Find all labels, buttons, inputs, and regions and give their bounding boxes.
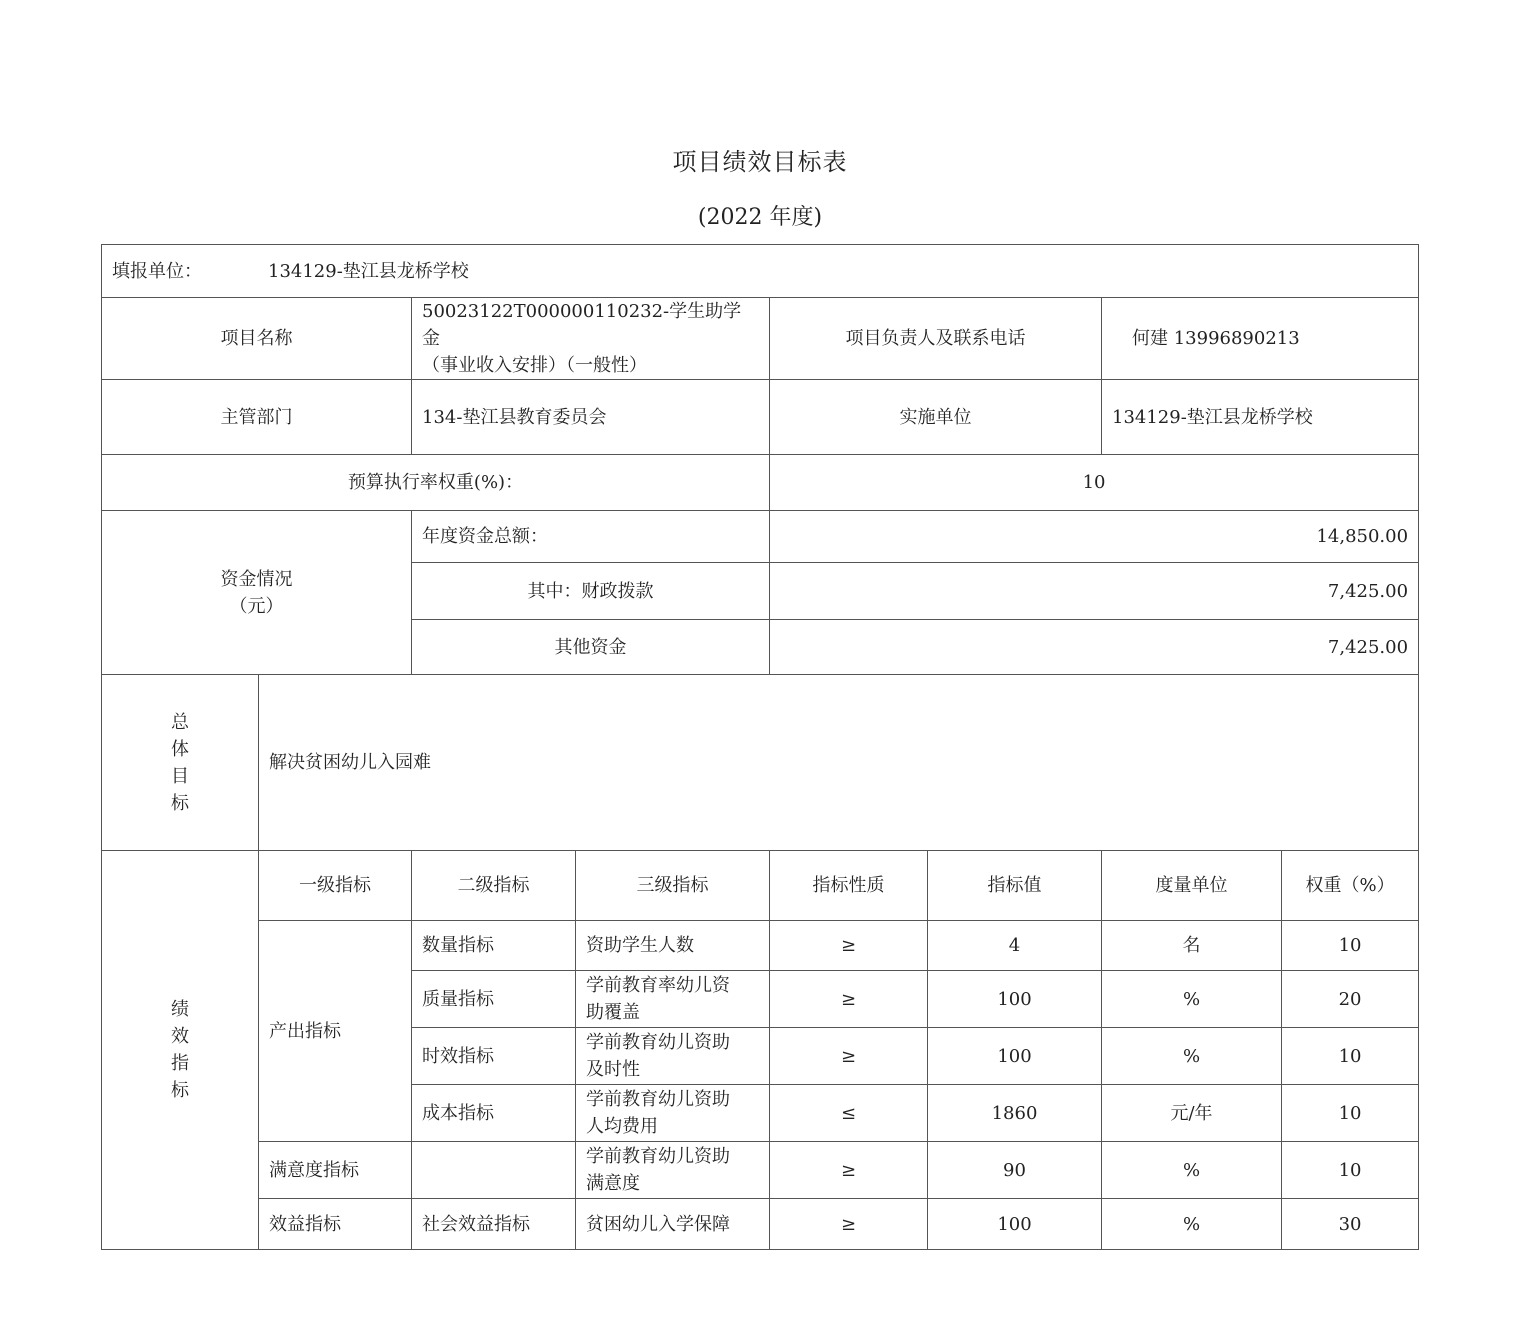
overall-goal-label: [102, 675, 259, 851]
overall-goal-char: 总: [171, 711, 189, 733]
indicators-char: 效: [171, 1026, 189, 1047]
header-level2: 二级指标: [412, 851, 576, 921]
fiscal-allocation-value: 7,425.00: [770, 563, 1419, 620]
project-name-line2: （事业收入安排）（一般性）: [422, 355, 647, 376]
level2-cell: 质量指标: [412, 971, 576, 1028]
weight-cell: 20: [1282, 971, 1419, 1028]
nature-cell: ≥: [770, 921, 928, 971]
indicators-char: 绩: [171, 999, 189, 1020]
level3-cell: [576, 921, 770, 971]
header-weight: 权重（%）: [1282, 851, 1419, 921]
nature-cell: ≥: [770, 1199, 928, 1250]
unit-cell: 名: [1102, 921, 1282, 971]
page-subtitle-year: (2022 年度): [697, 205, 823, 230]
indicators-char: 指: [171, 1053, 189, 1074]
other-funds-value: 7,425.00: [770, 620, 1419, 675]
reporting-unit-label: 填报单位：: [112, 260, 202, 282]
performance-goal-table: [101, 244, 1419, 1250]
weight-cell: 10: [1282, 1028, 1419, 1085]
value-cell: 100: [928, 1028, 1102, 1085]
unit-cell: %: [1102, 1199, 1282, 1250]
level3-line: 人均费用: [586, 1116, 658, 1137]
weight-cell: 10: [1282, 1085, 1419, 1142]
funds-label-line1: 资金情况: [220, 568, 293, 590]
page-title: 项目绩效目标表: [672, 148, 848, 176]
level3-cell: [576, 971, 770, 1028]
level3-cell: [576, 1085, 770, 1142]
header-level1: 一级指标: [259, 851, 412, 921]
level2-cell: 数量指标: [412, 921, 576, 971]
nature-cell: ≥: [770, 1142, 928, 1199]
weight-cell: 30: [1282, 1199, 1419, 1250]
level3-cell: [576, 1199, 770, 1250]
unit-cell: %: [1102, 971, 1282, 1028]
funds-label: [102, 511, 412, 675]
department-label: 主管部门: [102, 380, 412, 455]
nature-cell: ≤: [770, 1085, 928, 1142]
table-row: [102, 1199, 1419, 1250]
value-cell: 100: [928, 1199, 1102, 1250]
level3-cell: [576, 1142, 770, 1199]
level3-line: 满意度: [586, 1173, 640, 1194]
implementing-unit-value: 134129-垫江县龙桥学校: [1102, 380, 1419, 455]
header-nature: 指标性质: [770, 851, 928, 921]
level2-cell: [412, 1142, 576, 1199]
project-name-label: 项目名称: [102, 298, 412, 380]
header-value: 指标值: [928, 851, 1102, 921]
nature-cell: ≥: [770, 971, 928, 1028]
value-cell: 100: [928, 971, 1102, 1028]
overall-goal-char: 标: [171, 792, 189, 814]
implementing-unit-label: 实施单位: [770, 380, 1102, 455]
header-level3: 三级指标: [576, 851, 770, 921]
project-name-value: [412, 298, 770, 380]
indicators-char: 标: [171, 1080, 189, 1101]
level2-cell: 时效指标: [412, 1028, 576, 1085]
contact-value: 何建 13996890213: [1102, 298, 1419, 380]
unit-cell: 元/年: [1102, 1085, 1282, 1142]
reporting-unit-value: 134129-垫江县龙桥学校: [268, 260, 469, 282]
funds-label-line2: （元）: [229, 595, 284, 617]
fiscal-allocation-label: 其中：财政拨款: [412, 563, 770, 620]
annual-total-label: 年度资金总额：: [412, 511, 770, 563]
level3-line: 学前教育率幼儿资: [586, 975, 730, 996]
indicators-label: [102, 851, 259, 1250]
level2-cell: 成本指标: [412, 1085, 576, 1142]
level3-line: 学前教育幼儿资助: [586, 1089, 730, 1110]
value-cell: 90: [928, 1142, 1102, 1199]
header-unit: 度量单位: [1102, 851, 1282, 921]
level3-line: 学前教育幼儿资助: [586, 1146, 730, 1167]
unit-cell: %: [1102, 1142, 1282, 1199]
weight-cell: 10: [1282, 1142, 1419, 1199]
level3-cell: [576, 1028, 770, 1085]
level1-cell: 效益指标: [259, 1199, 412, 1250]
reporting-unit-row: [102, 245, 1419, 298]
value-cell: 1860: [928, 1085, 1102, 1142]
unit-cell: %: [1102, 1028, 1282, 1085]
nature-cell: ≥: [770, 1028, 928, 1085]
other-funds-label: 其他资金: [412, 620, 770, 675]
level3-line: 助覆盖: [586, 1002, 640, 1023]
contact-label: 项目负责人及联系电话: [770, 298, 1102, 380]
budget-weight-label: 预算执行率权重(%)：: [102, 455, 770, 511]
level3-line: 学前教育幼儿资助: [586, 1032, 730, 1053]
project-name-line1: 50023122T000000110232-学生助学金: [422, 301, 742, 349]
level2-cell: 社会效益指标: [412, 1199, 576, 1250]
level3-line: 贫困幼儿入学保障: [586, 1213, 730, 1235]
value-cell: 4: [928, 921, 1102, 971]
level3-line: 及时性: [586, 1059, 640, 1080]
budget-weight-value: 10: [770, 455, 1419, 511]
overall-goal-char: 体: [171, 738, 189, 760]
overall-goal-char: 目: [171, 765, 189, 787]
overall-goal-text: 解决贫困幼儿入园难: [259, 675, 1419, 851]
level1-cell: 产出指标: [259, 921, 412, 1142]
annual-total-value: 14,850.00: [770, 511, 1419, 563]
table-row: [102, 1142, 1419, 1199]
weight-cell: 10: [1282, 921, 1419, 971]
level1-cell: 满意度指标: [259, 1142, 412, 1199]
table-row: [102, 921, 1419, 971]
department-value: 134-垫江县教育委员会: [412, 380, 770, 455]
level3-line: 资助学生人数: [586, 935, 694, 956]
